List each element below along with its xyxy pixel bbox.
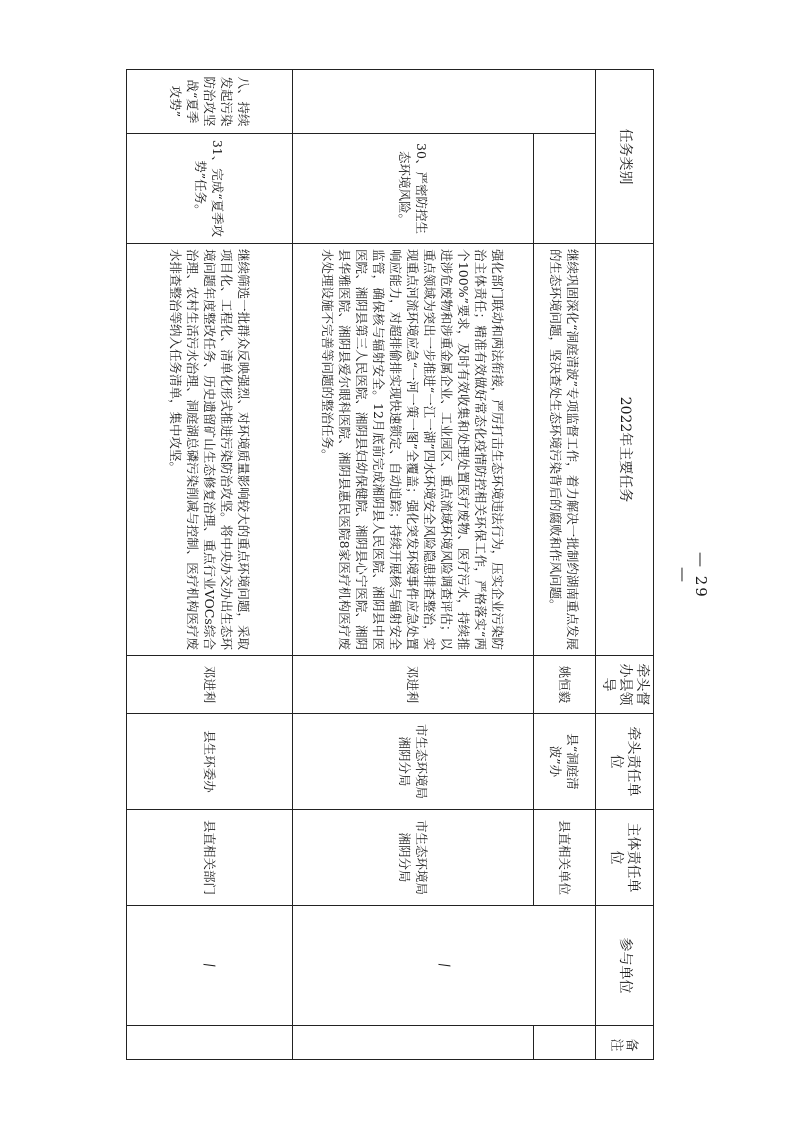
participating-cell (127, 906, 293, 1026)
leader-cell: 邓进利 (293, 656, 534, 714)
lead-unit-cell: 县生环委办 (127, 714, 293, 810)
slash-mark: / (201, 961, 218, 970)
main-unit-cell: 市生态环境局湘阴分局 (293, 810, 534, 906)
category-cell-empty (293, 70, 596, 134)
task-table (126, 69, 654, 1060)
task-cell: 继续巩固深化“洞庭清波”专项监督工作，着力解决一批制约湖南重点发展的生态环境问题，坚决查处生态环境污染背后的腐败和作风问题。 (533, 244, 595, 656)
remarks-cell (293, 1026, 534, 1060)
leader-cell: 姚恒毅 (533, 656, 595, 714)
lead-unit-cell: 县“洞庭清波”办 (533, 714, 595, 810)
header-category: 任务类别 (595, 70, 653, 244)
remarks-cell (533, 1026, 595, 1060)
header-remarks (595, 1026, 653, 1060)
header-participating: 参与单位 (595, 906, 653, 1026)
header-main-unit: 主体责任单 位 (595, 810, 653, 906)
rotated-table-page (126, 69, 654, 1059)
table-row (533, 70, 595, 1060)
header-row (595, 70, 653, 1060)
subcategory-cell: 31、完成“夏季攻势”任务。 (127, 134, 293, 244)
lead-unit-cell: 市生态环境局湘阴分局 (293, 714, 534, 810)
subcategory-cell: 30、严密防控生态环境风险。 (293, 134, 534, 244)
page-number: — 29 — (674, 551, 710, 599)
main-unit-cell: 县直相关单位 (533, 810, 595, 906)
participating-cell (293, 906, 596, 1026)
header-lead-leader: 牵头督办县领导 (595, 656, 653, 714)
subcategory-cell-empty (533, 134, 595, 244)
category-cell: 八、持续发起污染防治攻坚战“夏季攻势” (127, 70, 293, 134)
header-tasks-2022: 2022年主要任务 (595, 244, 653, 656)
leader-cell: 邓进利 (127, 656, 293, 714)
task-cell: 强化部门联动和两法衔接，严厉打击生态环境违法行为，压实企业污染防治主体责任；精准有效做好常态化疫情防控相关环保工作，严格落实“两个100%”要求，及时有效收集和处理处置医疗废物、医疗污水，持续推进涉危废物和涉重金属企业、工业园区、重点流域环境风险调查评估；以重点领域为突出一步推进“一江一湖”四水环境安全风险隐患排查整治，实现重点河流环境应急“一河一策一图”全覆盖；强化突发环境事件应急处置响应能力，对超排偷排实现快速锁定、自动追踪；持续开展核与辐射安全监管，确保核与辐射安全。12月底前完成湘阴县人民医院、湘阴县中医医院、湘阴县第三人民医院、湘阴县妇幼保健院、湘阴县心宁医院、湘阴县华雅医院、湘阴县爱尔眼科医院、湘阴县惠民医院8家医疗机构医疗废水处理设施不完善等问题的整治任务。 (293, 244, 534, 656)
main-unit-cell: 县直相关部门 (127, 810, 293, 906)
remarks-label: 备注 (609, 1035, 640, 1051)
slash-mark: / (435, 961, 453, 970)
header-lead-unit: 牵头责任单 位 (595, 714, 653, 810)
table-row (127, 70, 293, 1060)
task-cell: 继续筛选一批群众反映强烈、对环境质量影响较大的重点环境问题，采取项目化、工程化、清单化形式推进污染防治攻坚。将中央办交办出生态环境问题年度整改任务、历史遗留矿山生态修复治理、重点行业VOCs综合治理、农村生活污水治理、洞庭湖总磷污染削减与控制、医疗机构医疗废水排查整治等纳入任务清单，集中攻坚。 (127, 244, 293, 656)
remarks-cell (127, 1026, 293, 1060)
